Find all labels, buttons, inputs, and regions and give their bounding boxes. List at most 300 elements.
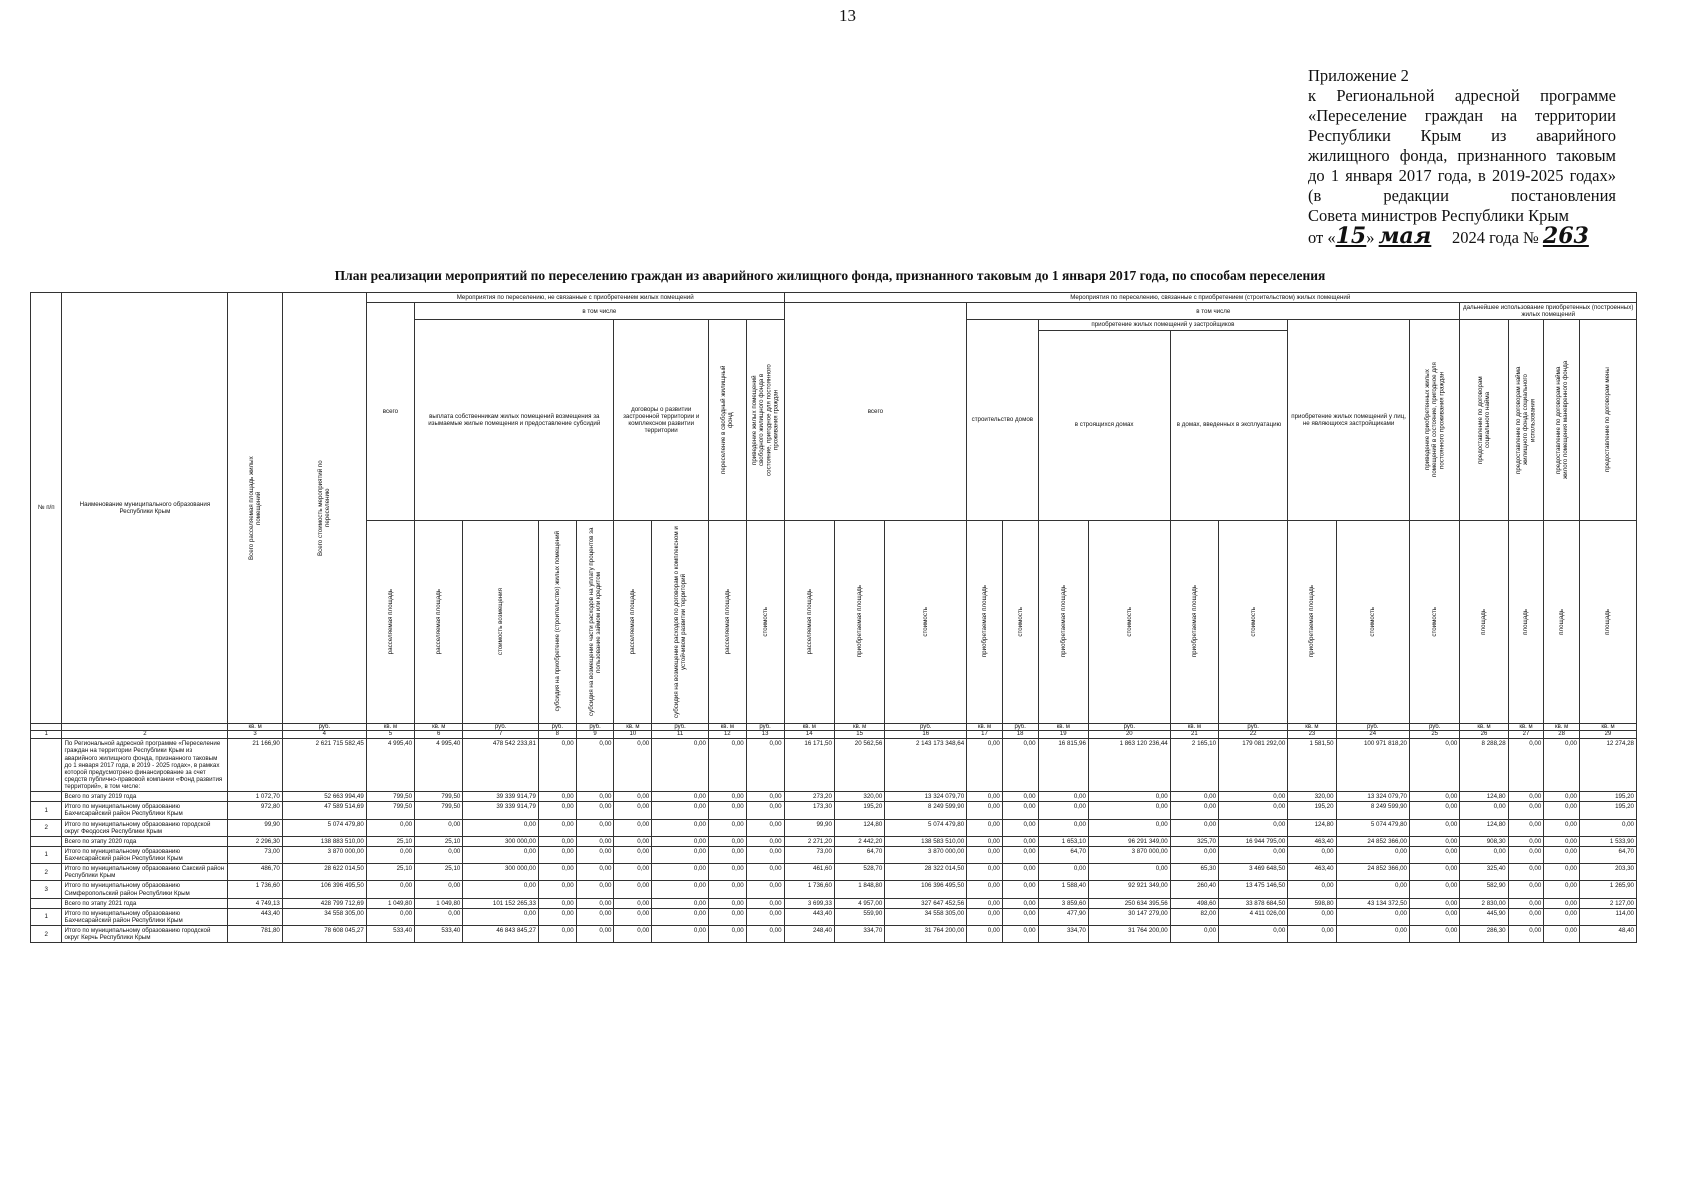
value-cell: 138 583 510,00: [885, 836, 967, 846]
value-cell: 64,70: [1579, 846, 1636, 863]
value-cell: 16 815,96: [1038, 739, 1088, 792]
unit-cell: кв. м: [1038, 723, 1088, 731]
value-cell: 334,70: [1038, 926, 1088, 943]
value-cell: 0,00: [967, 739, 1003, 792]
column-number-cell: 16: [885, 731, 967, 739]
value-cell: 100 971 818,20: [1336, 739, 1409, 792]
value-cell: 0,00: [1288, 881, 1336, 898]
sub-header-c26: площадь: [1460, 520, 1508, 723]
value-cell: 0,00: [415, 881, 463, 898]
value-cell: 0,00: [1544, 898, 1580, 908]
value-cell: 0,00: [614, 846, 652, 863]
column-number-cell: 4: [282, 731, 366, 739]
value-cell: 0,00: [538, 739, 576, 792]
value-cell: 73,00: [784, 846, 834, 863]
value-cell: 0,00: [1002, 846, 1038, 863]
value-cell: 0,00: [708, 836, 746, 846]
sub-header-c10: расселяемая площадь: [614, 520, 652, 723]
value-cell: 334,70: [834, 926, 884, 943]
value-cell: 0,00: [1508, 846, 1544, 863]
value-cell: 559,90: [834, 908, 884, 925]
value-cell: 0,00: [1508, 898, 1544, 908]
sub-header-c21: приобретаемая площадь: [1170, 520, 1218, 723]
value-cell: 799,50: [366, 792, 414, 802]
value-cell: 0,00: [746, 926, 784, 943]
value-cell: 138 883 510,00: [282, 836, 366, 846]
value-cell: 0,00: [366, 881, 414, 898]
value-cell: 195,20: [1579, 802, 1636, 819]
sub-header-c25: стоимость: [1410, 520, 1460, 723]
value-cell: 0,00: [967, 846, 1003, 863]
value-cell: 20 562,56: [834, 739, 884, 792]
value-cell: 0,00: [708, 908, 746, 925]
row-name: Всего по этапу 2021 года: [62, 898, 228, 908]
value-cell: 0,00: [1038, 864, 1088, 881]
value-cell: 327 647 452,56: [885, 898, 967, 908]
value-cell: 0,00: [1544, 802, 1580, 819]
incl-a-header: в том числе: [415, 303, 784, 320]
date-year: 2024 года №: [1451, 228, 1539, 247]
value-cell: 0,00: [1544, 926, 1580, 943]
value-cell: 8 249 599,90: [885, 802, 967, 819]
value-cell: 0,00: [652, 898, 709, 908]
value-cell: 1 848,80: [834, 881, 884, 898]
value-cell: 30 147 279,00: [1088, 908, 1170, 925]
value-cell: 443,40: [228, 908, 283, 925]
sub-header-c19: приобретаемая площадь: [1038, 520, 1088, 723]
value-cell: 0,00: [614, 908, 652, 925]
bring-header: приведение жилых помещений свободного жилищного фонда в состояние, пригодное для постоянного проживания граждан: [746, 320, 784, 520]
value-cell: 0,00: [1410, 898, 1460, 908]
value-cell: 0,00: [366, 819, 414, 836]
value-cell: 0,00: [967, 864, 1003, 881]
column-number-cell: 23: [1288, 731, 1336, 739]
value-cell: 0,00: [1219, 926, 1288, 943]
row-name: Итого по муниципальному образованию Бахчисарайский район Республики Крым: [62, 908, 228, 925]
value-cell: 908,30: [1460, 836, 1508, 846]
value-cell: 0,00: [538, 846, 576, 863]
unit-cell: кв. м: [784, 723, 834, 731]
value-cell: 972,80: [228, 802, 283, 819]
value-cell: 0,00: [1410, 908, 1460, 925]
value-cell: 478 542 233,81: [463, 739, 539, 792]
value-cell: 0,00: [576, 792, 614, 802]
appendix-line: «Переселение граждан на территории: [1308, 106, 1616, 125]
unit-cell: кв. м: [1170, 723, 1218, 731]
contracts-header: договоры о развитии застроенной территории и комплексном развитии территории: [614, 320, 708, 520]
value-cell: 3 859,60: [1038, 898, 1088, 908]
value-cell: 0,00: [1038, 802, 1088, 819]
value-cell: 486,70: [228, 864, 283, 881]
value-cell: 0,00: [1410, 926, 1460, 943]
sub-header-c14: расселяемая площадь: [784, 520, 834, 723]
column-number-cell: 11: [652, 731, 709, 739]
row-number: 2: [31, 926, 62, 943]
value-cell: 0,00: [746, 836, 784, 846]
value-cell: 96 291 349,00: [1088, 836, 1170, 846]
column-number-cell: 24: [1336, 731, 1409, 739]
row-number: 1: [31, 802, 62, 819]
value-cell: 3 870 000,00: [282, 846, 366, 863]
value-cell: 4 411 026,00: [1219, 908, 1288, 925]
value-cell: 0,00: [1508, 881, 1544, 898]
sub-header-c11: субсидия на возмещение расходов по договорам о комплексном и устойчивом развитии территорий: [652, 520, 709, 723]
column-number-cell: 29: [1579, 731, 1636, 739]
value-cell: 124,80: [1460, 792, 1508, 802]
value-cell: 320,00: [1288, 792, 1336, 802]
value-cell: 2 442,20: [834, 836, 884, 846]
value-cell: 0,00: [614, 802, 652, 819]
value-cell: 0,00: [652, 846, 709, 863]
value-cell: 0,00: [1170, 926, 1218, 943]
unit-cell: кв. м: [834, 723, 884, 731]
value-cell: 203,30: [1579, 864, 1636, 881]
unit-cell: руб.: [1410, 723, 1460, 731]
value-cell: 799,50: [415, 792, 463, 802]
column-number-cell: 17: [967, 731, 1003, 739]
value-cell: 106 396 495,50: [885, 881, 967, 898]
free-fund-header: переселение в свободный жилищный фонд: [708, 320, 746, 520]
exchange-header: предоставление по договорам мены: [1579, 320, 1636, 520]
value-cell: 0,00: [967, 926, 1003, 943]
table-row: [31, 739, 1637, 792]
column-number-cell: 20: [1088, 731, 1170, 739]
value-cell: 25,10: [366, 864, 414, 881]
value-cell: 0,00: [1544, 864, 1580, 881]
unit-cell: руб.: [538, 723, 576, 731]
construction-header: строительство домов: [967, 320, 1038, 520]
value-cell: 0,00: [1170, 792, 1218, 802]
unit-cell: руб.: [1002, 723, 1038, 731]
value-cell: 0,00: [746, 846, 784, 863]
value-cell: 0,00: [1544, 792, 1580, 802]
value-cell: 0,00: [746, 908, 784, 925]
value-cell: 2 165,10: [1170, 739, 1218, 792]
unit-cell: кв. м: [614, 723, 652, 731]
page-number: 13: [839, 6, 856, 25]
value-cell: 16 944 795,00: [1219, 836, 1288, 846]
unit-cell: кв. м: [1508, 723, 1544, 731]
value-cell: 250 634 395,56: [1088, 898, 1170, 908]
value-cell: 0,00: [746, 792, 784, 802]
value-cell: 8 288,28: [1460, 739, 1508, 792]
value-cell: 99,90: [228, 819, 283, 836]
sub-header-c13: стоимость: [746, 520, 784, 723]
column-number-cell: 8: [538, 731, 576, 739]
value-cell: 1 049,80: [366, 898, 414, 908]
value-cell: 33 878 684,50: [1219, 898, 1288, 908]
value-cell: 4 749,13: [228, 898, 283, 908]
value-cell: 0,00: [1288, 908, 1336, 925]
value-cell: 0,00: [576, 908, 614, 925]
value-cell: 0,00: [463, 819, 539, 836]
plan-table: [30, 292, 1637, 943]
value-cell: 2 296,30: [228, 836, 283, 846]
unit-cell: кв. м: [1579, 723, 1636, 731]
value-cell: 16 171,50: [784, 739, 834, 792]
value-cell: 3 870 000,00: [1088, 846, 1170, 863]
appendix-line: до 1 января 2017 года, в 2019-2025 годах»: [1308, 166, 1616, 185]
sub-header-c7: стоимость возмещения: [463, 520, 539, 723]
appendix-line: (в редакции постановления: [1308, 186, 1616, 205]
value-cell: 1 072,70: [228, 792, 283, 802]
sub-header-c8: субсидия на приобретение (строительство) жилых помещений: [538, 520, 576, 723]
value-cell: 0,00: [1219, 792, 1288, 802]
value-cell: 260,40: [1170, 881, 1218, 898]
value-cell: 0,00: [538, 881, 576, 898]
value-cell: 0,00: [967, 898, 1003, 908]
value-cell: 0,00: [576, 739, 614, 792]
value-cell: 0,00: [652, 792, 709, 802]
value-cell: 0,00: [1002, 881, 1038, 898]
value-cell: 1 863 120 236,44: [1088, 739, 1170, 792]
value-cell: 0,00: [1508, 864, 1544, 881]
value-cell: 0,00: [1219, 802, 1288, 819]
value-cell: 0,00: [1508, 908, 1544, 925]
value-cell: 799,50: [415, 802, 463, 819]
value-cell: 4 957,00: [834, 898, 884, 908]
value-cell: 0,00: [967, 908, 1003, 925]
value-cell: 0,00: [1508, 792, 1544, 802]
value-cell: 0,00: [415, 908, 463, 925]
value-cell: 0,00: [967, 819, 1003, 836]
value-cell: 0,00: [463, 908, 539, 925]
unit-cell: руб.: [1336, 723, 1409, 731]
value-cell: 0,00: [1508, 739, 1544, 792]
value-cell: 0,00: [1288, 846, 1336, 863]
value-cell: 0,00: [1544, 739, 1580, 792]
col-name-header: Наименование муниципального образования Республики Крым: [62, 293, 228, 724]
row-name: Итого по муниципальному образованию Бахчисарайский район Республики Крым: [62, 846, 228, 863]
table-row: [31, 819, 1637, 836]
row-number: [31, 836, 62, 846]
value-cell: 1 653,10: [1038, 836, 1088, 846]
column-number-cell: 22: [1219, 731, 1288, 739]
appendix-line: к Региональной адресной программе: [1308, 86, 1616, 105]
row-name: Итого по муниципальному образованию Бахчисарайский район Республики Крым: [62, 802, 228, 819]
value-cell: 124,80: [1460, 819, 1508, 836]
sub-header-c15: приобретаемая площадь: [834, 520, 884, 723]
date-mid: »: [1366, 228, 1375, 247]
sub-header-c12: расселяемая площадь: [708, 520, 746, 723]
value-cell: 0,00: [967, 802, 1003, 819]
value-cell: 0,00: [1336, 881, 1409, 898]
value-cell: 43 134 372,50: [1336, 898, 1409, 908]
value-cell: 5 074 479,80: [1336, 819, 1409, 836]
column-number-cell: 3: [228, 731, 283, 739]
unit-cell: руб.: [1219, 723, 1288, 731]
value-cell: 0,00: [1544, 846, 1580, 863]
value-cell: 0,00: [1410, 864, 1460, 881]
column-number-cell: 12: [708, 731, 746, 739]
value-cell: 0,00: [708, 739, 746, 792]
value-cell: 2 830,00: [1460, 898, 1508, 908]
value-cell: 0,00: [1002, 864, 1038, 881]
value-cell: 0,00: [1508, 926, 1544, 943]
value-cell: 0,00: [1088, 864, 1170, 881]
value-cell: 0,00: [1410, 881, 1460, 898]
unit-cell: руб.: [885, 723, 967, 731]
value-cell: 25,10: [366, 836, 414, 846]
total-b-header: всего: [784, 303, 967, 520]
non-dev-header: приобретение жилых помещений у лиц, не являющихся застройщиками: [1288, 320, 1410, 520]
row-number: [31, 739, 62, 792]
value-cell: 325,40: [1460, 864, 1508, 881]
value-cell: 0,00: [1579, 819, 1636, 836]
value-cell: 0,00: [538, 898, 576, 908]
value-cell: 101 152 265,33: [463, 898, 539, 908]
row-name: Всего по этапу 2019 года: [62, 792, 228, 802]
table-row: [31, 881, 1637, 898]
value-cell: 477,90: [1038, 908, 1088, 925]
value-cell: 320,00: [834, 792, 884, 802]
value-cell: 1 588,40: [1038, 881, 1088, 898]
incl-b-header: в том числе: [967, 303, 1460, 320]
value-cell: 1 265,90: [1579, 881, 1636, 898]
value-cell: 0,00: [1410, 739, 1460, 792]
value-cell: 195,20: [1288, 802, 1336, 819]
value-cell: 1 736,60: [784, 881, 834, 898]
unit-cell: руб.: [652, 723, 709, 731]
value-cell: 0,00: [538, 836, 576, 846]
sub-header-c17: приобретаемая площадь: [967, 520, 1003, 723]
value-cell: 8 249 599,90: [1336, 802, 1409, 819]
sub-header-c18: стоимость: [1002, 520, 1038, 723]
appendix-block: [1308, 66, 1616, 248]
value-cell: 0,00: [708, 819, 746, 836]
value-cell: 0,00: [614, 926, 652, 943]
row-number: [31, 898, 62, 908]
value-cell: 0,00: [1088, 802, 1170, 819]
unit-cell: руб.: [463, 723, 539, 731]
value-cell: 0,00: [746, 898, 784, 908]
value-cell: 31 764 200,00: [885, 926, 967, 943]
table-row: [31, 792, 1637, 802]
value-cell: 0,00: [1336, 926, 1409, 943]
value-cell: 0,00: [576, 802, 614, 819]
sub-header-c22: стоимость: [1219, 520, 1288, 723]
row-number: 3: [31, 881, 62, 898]
value-cell: 13 475 146,50: [1219, 881, 1288, 898]
value-cell: 0,00: [708, 881, 746, 898]
value-cell: 106 396 495,50: [282, 881, 366, 898]
unit-cell: кв. м: [967, 723, 1003, 731]
date-month: мая: [1378, 223, 1432, 249]
table-row: [31, 802, 1637, 819]
value-cell: 2 271,20: [784, 836, 834, 846]
unit-cell: кв. м: [1544, 723, 1580, 731]
value-cell: 0,00: [746, 819, 784, 836]
not-related-header: Мероприятия по переселению, не связанные с приобретением жилых помещений: [366, 293, 784, 303]
value-cell: 0,00: [1508, 802, 1544, 819]
value-cell: 0,00: [1410, 802, 1460, 819]
header-row-1: [31, 293, 1637, 303]
value-cell: 0,00: [967, 792, 1003, 802]
value-cell: 0,00: [1508, 836, 1544, 846]
unit-cell: кв. м: [228, 723, 283, 731]
value-cell: 0,00: [746, 881, 784, 898]
value-cell: 0,00: [415, 819, 463, 836]
value-cell: 0,00: [614, 898, 652, 908]
value-cell: 0,00: [652, 926, 709, 943]
value-cell: 0,00: [1219, 846, 1288, 863]
unit-cell: кв. м: [1288, 723, 1336, 731]
units-row: [31, 723, 1637, 731]
value-cell: 0,00: [614, 792, 652, 802]
value-cell: 443,40: [784, 908, 834, 925]
column-number-cell: 26: [1460, 731, 1508, 739]
value-cell: 0,00: [1219, 819, 1288, 836]
value-cell: 0,00: [708, 926, 746, 943]
table-row: [31, 846, 1637, 863]
value-cell: 92 921 349,00: [1088, 881, 1170, 898]
value-cell: 0,00: [1508, 819, 1544, 836]
value-cell: 0,00: [576, 846, 614, 863]
value-cell: 21 166,90: [228, 739, 283, 792]
value-cell: 0,00: [967, 836, 1003, 846]
value-cell: 65,30: [1170, 864, 1218, 881]
row-name: Итого по муниципальному образованию Симферопольский район Республики Крым: [62, 881, 228, 898]
appendix-line: Приложение 2: [1308, 66, 1409, 85]
value-cell: 0,00: [576, 881, 614, 898]
column-number-cell: 1: [31, 731, 62, 739]
value-cell: 0,00: [746, 739, 784, 792]
value-cell: 0,00: [538, 864, 576, 881]
value-cell: 82,00: [1170, 908, 1218, 925]
value-cell: 47 589 514,69: [282, 802, 366, 819]
value-cell: 0,00: [415, 846, 463, 863]
value-cell: 114,00: [1579, 908, 1636, 925]
value-cell: 0,00: [1088, 819, 1170, 836]
value-cell: 0,00: [652, 819, 709, 836]
value-cell: 0,00: [1336, 908, 1409, 925]
data-body: [31, 739, 1637, 943]
row-number: 2: [31, 819, 62, 836]
column-numbers-row: [31, 731, 1637, 739]
value-cell: 0,00: [708, 864, 746, 881]
value-cell: 0,00: [1460, 846, 1508, 863]
value-cell: 463,40: [1288, 864, 1336, 881]
row-name: Итого по муниципальному образованию городской округ Феодосия Республики Крым: [62, 819, 228, 836]
sub-header-c6: расселяемая площадь: [415, 520, 463, 723]
unit-cell: руб.: [1088, 723, 1170, 731]
value-cell: 73,00: [228, 846, 283, 863]
value-cell: 0,00: [538, 926, 576, 943]
value-cell: 463,40: [1288, 836, 1336, 846]
row-number: 2: [31, 864, 62, 881]
col-total-cost-header: Всего стоимость мероприятий по переселению: [282, 293, 366, 724]
unit-cell: руб.: [282, 723, 366, 731]
value-cell: 0,00: [463, 881, 539, 898]
value-cell: 0,00: [1170, 819, 1218, 836]
row-name: Итого по муниципальному образованию городской округ Керчь Республики Крым: [62, 926, 228, 943]
appendix-line: жилищного фонда, признанного таковым: [1308, 146, 1616, 165]
value-cell: 0,00: [1002, 908, 1038, 925]
value-cell: 13 324 079,70: [885, 792, 967, 802]
value-cell: 124,80: [834, 819, 884, 836]
value-cell: 0,00: [1170, 846, 1218, 863]
value-cell: 46 843 845,27: [463, 926, 539, 943]
value-cell: 3 870 000,00: [885, 846, 967, 863]
value-cell: 0,00: [708, 898, 746, 908]
value-cell: 0,00: [652, 739, 709, 792]
value-cell: 445,90: [1460, 908, 1508, 925]
unit-cell: кв. м: [708, 723, 746, 731]
sub-header-c23: приобретаемая площадь: [1288, 520, 1336, 723]
value-cell: 48,40: [1579, 926, 1636, 943]
row-name: Итого по муниципальному образованию Сакский район Республики Крым: [62, 864, 228, 881]
row-name: По Региональной адресной программе «Переселение граждан на территории Республики Крым из аварийного жилищного фонда, признанного таковым до 1 января 2017 года, в 2019 - 2025 годах», в рамках которой предусмотрено финансирование за счет средств публично-правовой компании «Фонд развития территорий», в том числе:: [62, 739, 228, 792]
